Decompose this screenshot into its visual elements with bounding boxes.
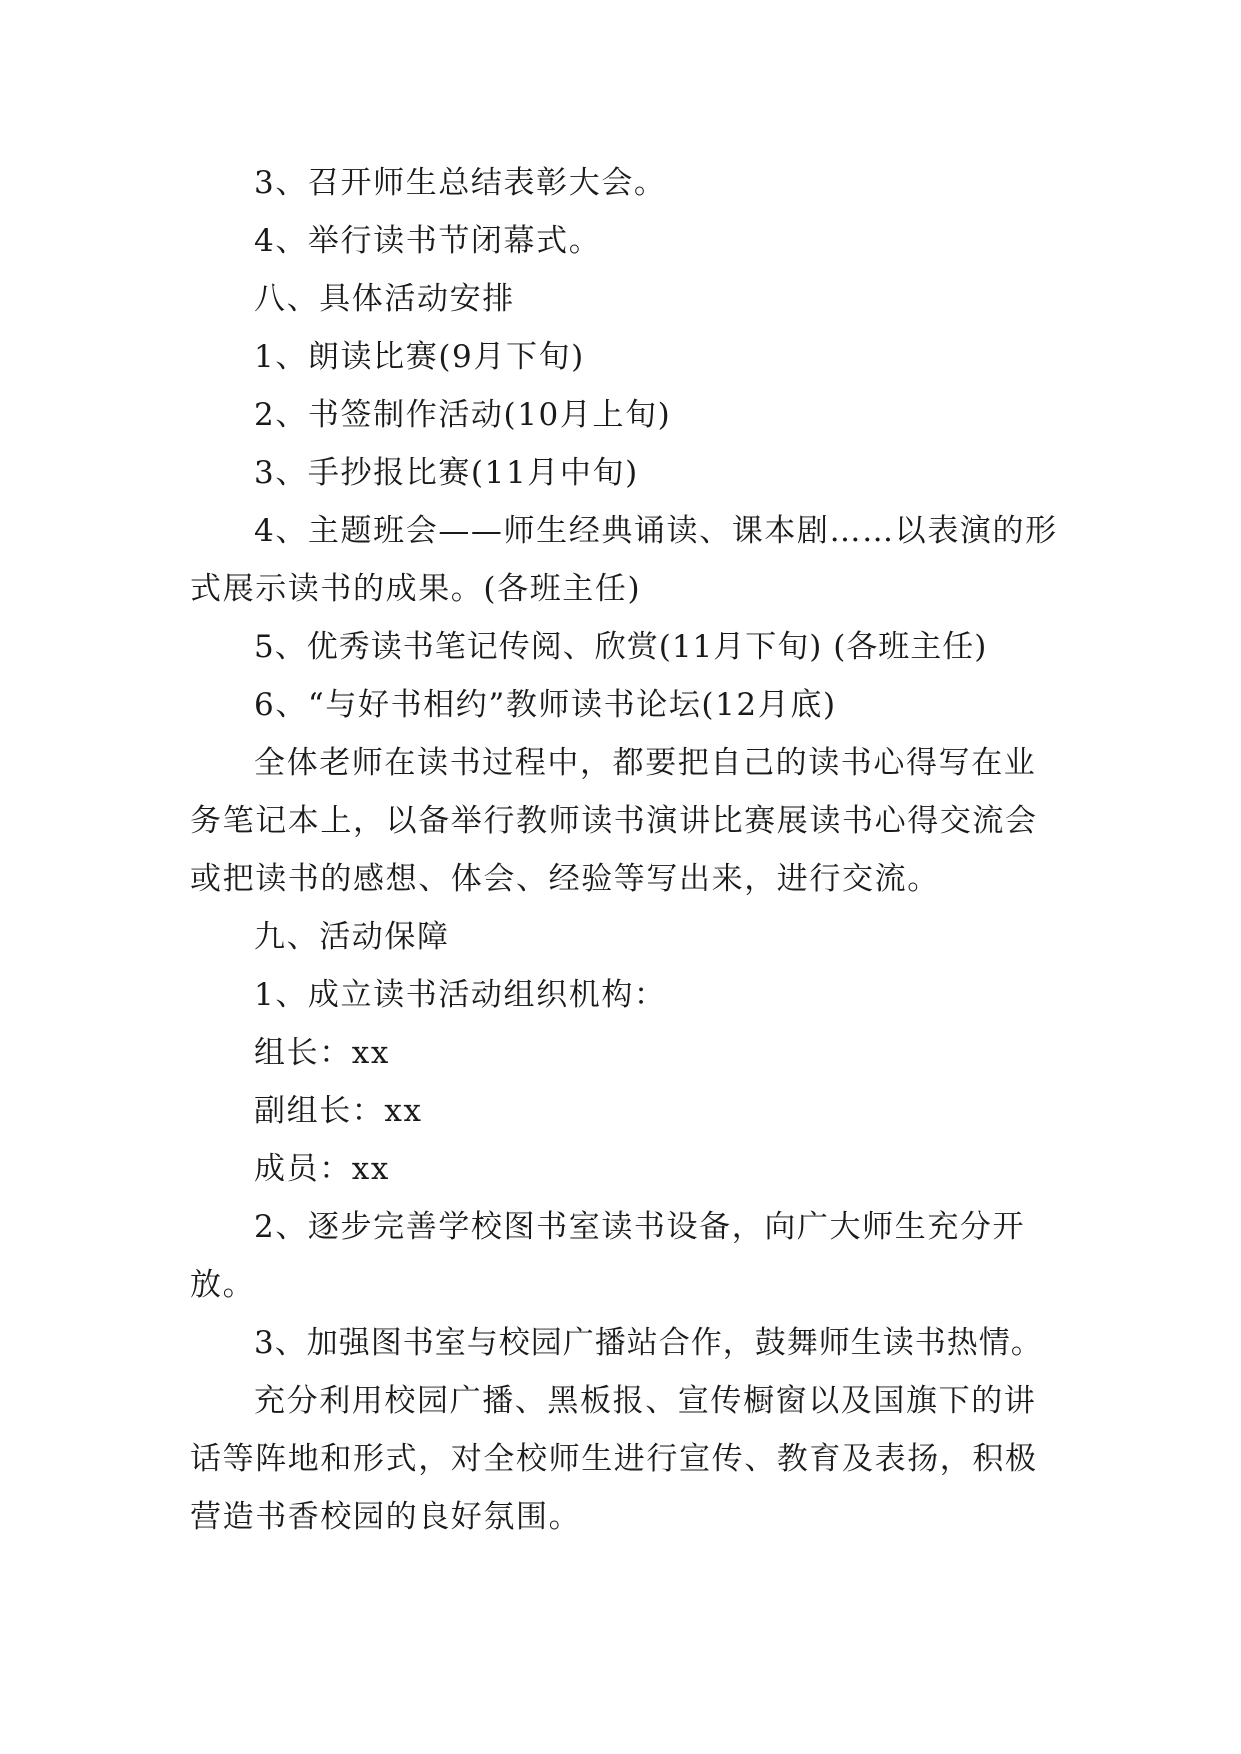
paragraph-6: 3、手抄报比赛(11月中旬) bbox=[254, 455, 639, 491]
paragraph-1: 3、召开师生总结表彰大会。 bbox=[254, 165, 667, 201]
paragraph-16: 2、逐步完善学校图书室读书设备，向广大师生充分开放。 bbox=[190, 1209, 1026, 1303]
document-body bbox=[190, 154, 1060, 1546]
paragraph-15: 成员：xx bbox=[254, 1151, 390, 1187]
paragraph-5: 2、书签制作活动(10月上旬) bbox=[254, 397, 672, 433]
paragraph-14: 副组长：xx bbox=[254, 1093, 423, 1129]
paragraph-8: 5、优秀读书笔记传阅、欣赏(11月下旬) (各班主任) bbox=[254, 629, 988, 665]
paragraph-17: 3、加强图书室与校园广播站合作，鼓舞师生读书热情。 bbox=[254, 1325, 1043, 1361]
paragraph-4: 1、朗读比赛(9月下旬) bbox=[254, 339, 585, 375]
paragraph-18: 充分利用校园广播、黑板报、宣传橱窗以及国旗下的讲话等阵地和形式，对全校师生进行宣传、教育及表扬，积极营造书香校园的良好氛围。 bbox=[190, 1383, 1038, 1535]
paragraph-7: 4、主题班会——师生经典诵读、课本剧……以表演的形式展示读书的成果。(各班主任) bbox=[190, 513, 1058, 607]
paragraph-12: 1、成立读书活动组织机构： bbox=[254, 977, 667, 1013]
paragraph-9: 6、“与好书相约”教师读书论坛(12月底) bbox=[254, 687, 837, 723]
paragraph-10: 全体老师在读书过程中，都要把自己的读书心得写在业务笔记本上，以备举行教师读书演讲比赛展读书心得交流会或把读书的感想、体会、经验等写出来，进行交流。 bbox=[190, 745, 1038, 897]
section-heading-eight: 八、具体活动安排 bbox=[254, 281, 515, 317]
paragraph-13: 组长：xx bbox=[254, 1035, 390, 1071]
paragraph-2: 4、举行读书节闭幕式。 bbox=[254, 223, 602, 259]
section-heading-nine: 九、活动保障 bbox=[254, 919, 450, 955]
